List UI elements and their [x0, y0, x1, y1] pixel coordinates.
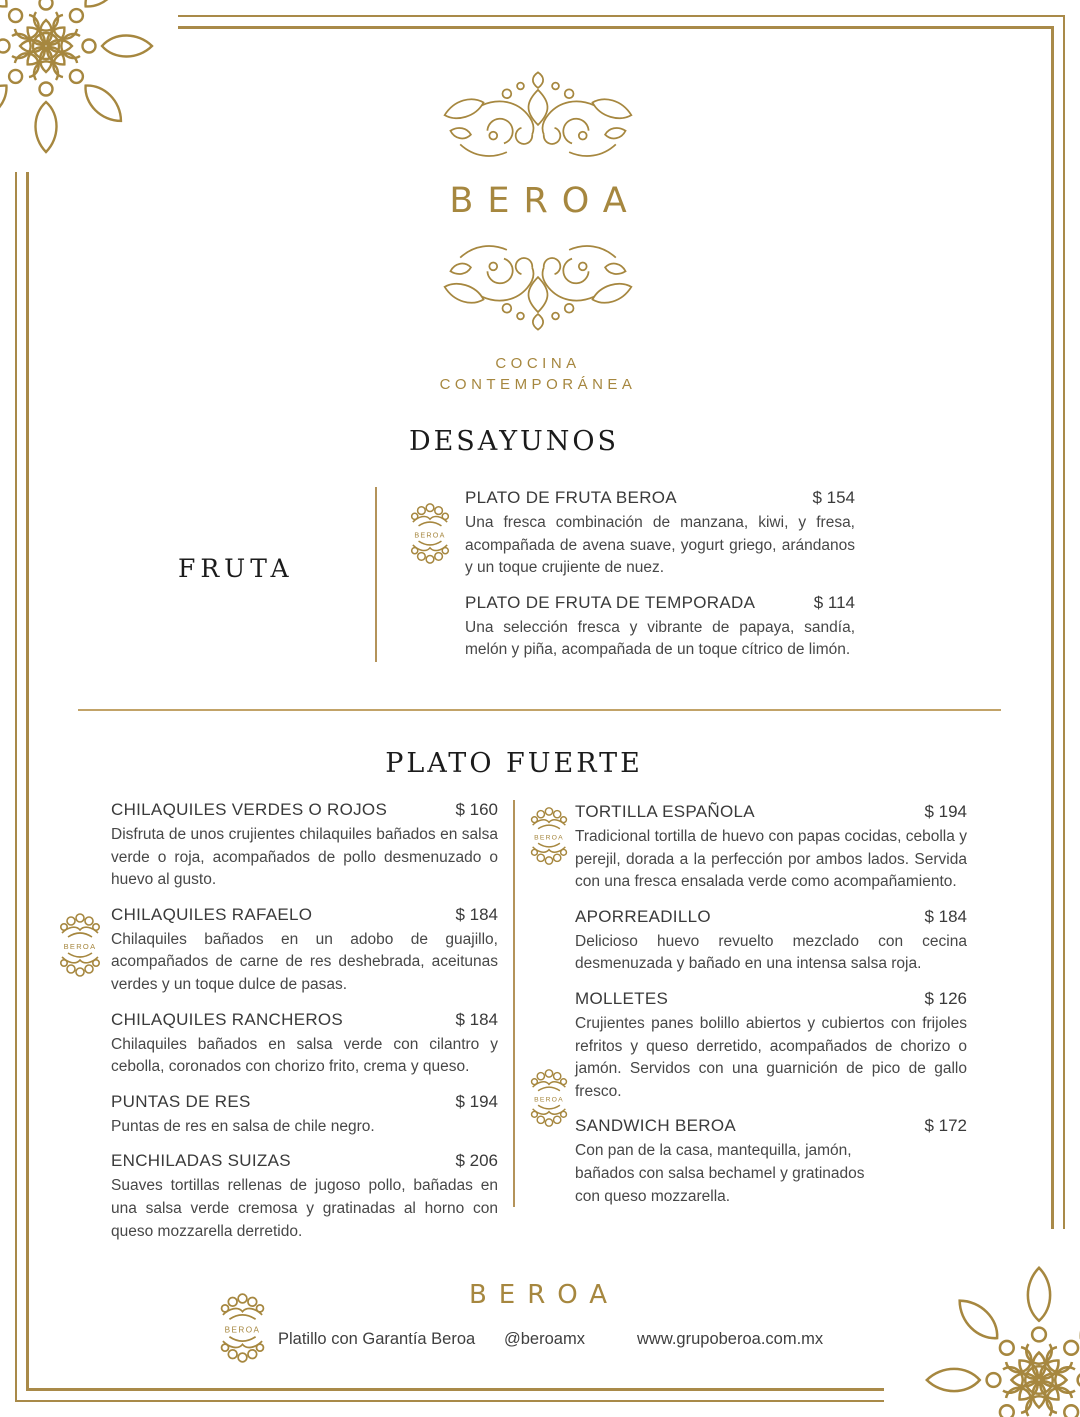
guarantee-text: Platillo con Garantía Beroa	[278, 1330, 476, 1348]
item-name: MOLLETES	[575, 988, 669, 1008]
item-name: TORTILLA ESPAÑOLA	[575, 802, 755, 821]
item-name: APORREADILLO	[575, 906, 711, 926]
menu-item	[575, 989, 967, 1103]
item-description: Suaves tortillas rellenas de jugoso pollo, bañadas en una salsa verde cremosa y gratinadas al horno con queso mozzarella derretido.	[111, 1177, 498, 1240]
badge-label: BEROA	[63, 942, 97, 951]
item-description: Tradicional tortilla de huevo con papas cocidas, cebolla y perejil, dorada a la perfección por ambos lados. Servida con una fresca ensalada verde como acompañamiento.	[575, 828, 967, 891]
item-price: $ 184	[455, 904, 498, 924]
item-description: Con pan de la casa, mantequilla, jamón, bañados con salsa bechamel y gratinados con queso mozzarella.	[575, 1142, 865, 1205]
plato-fuerte-right-column	[575, 802, 967, 1221]
item-name: CHILAQUILES RANCHEROS	[111, 1009, 344, 1029]
item-price: $ 194	[924, 802, 967, 821]
corner-ornament-icon	[0, 0, 166, 166]
item-description: Una fresca combinación de manzana, kiwi, y fresa, acompañada de avena suave, yogurt griego, arándanos y un toque crujiente de nuez.	[465, 514, 855, 577]
menu-item	[111, 1010, 498, 1079]
section-divider-line	[78, 709, 1001, 711]
item-name: PUNTAS DE RES	[111, 1091, 251, 1111]
item-price: $ 114	[813, 592, 855, 612]
item-price: $ 184	[455, 1009, 498, 1029]
plato-fuerte-left-column	[111, 800, 498, 1256]
menu-item	[465, 488, 855, 580]
footer-brand-wordmark: BEROA	[468, 1280, 620, 1310]
item-description: Chilaquiles bañados en salsa verde con cilantro y cebolla, coronados con chorizo frito, crema y queso.	[111, 1035, 498, 1076]
corner-ornament-icon	[912, 1253, 1080, 1417]
menu-item	[575, 802, 967, 894]
menu-item	[111, 905, 498, 997]
item-name: PLATO DE FRUTA BEROA	[465, 488, 677, 507]
item-description: Disfruta de unos crujientes chilaquiles bañados en salsa verde o roja, acompañados de pollo desmenuzado o huevo al gusto.	[111, 826, 498, 889]
item-name: CHILAQUILES VERDES O ROJOS	[111, 800, 388, 819]
website-url: www.grupoberoa.com.mx	[637, 1330, 824, 1348]
fruta-items-column	[465, 488, 855, 675]
tagline-line1: COCINA	[495, 355, 581, 372]
beroa-badge-icon	[527, 806, 571, 866]
item-description: Chilaquiles bañados en un adobo de guajillo, acompañados de carne de res deshebrada, aceitunas verdes y un toque dulce de pasas.	[111, 930, 498, 993]
item-description: Puntas de res en salsa de chile negro.	[111, 1117, 375, 1135]
item-price: $ 184	[924, 906, 967, 926]
item-description: Una selección fresca y vibrante de papaya, sandía, melón y piña, acompañada de un toque cítrico de limón.	[465, 618, 855, 659]
badge-label: BEROA	[534, 834, 564, 842]
section-heading-plato-fuerte: PLATO FUERTE	[385, 748, 643, 779]
item-price: $ 172	[924, 1116, 967, 1136]
item-price: $ 154	[812, 488, 855, 507]
tagline-line2: CONTEMPORÁNEA	[439, 376, 637, 393]
logo-flourish-bottom-icon	[431, 224, 645, 338]
item-description: Delicioso huevo revuelto mezclado con cecina desmenuzada y bañado en una intensa salsa roja.	[575, 932, 967, 973]
item-price: $ 194	[455, 1091, 498, 1111]
fruta-divider-line	[375, 487, 377, 662]
logo-flourish-top-icon	[431, 64, 645, 178]
menu-item	[575, 1116, 967, 1208]
brand-tagline	[440, 353, 637, 395]
item-price: $ 126	[924, 988, 967, 1008]
menu-item	[111, 1092, 498, 1139]
brand-wordmark: BEROA	[449, 181, 641, 221]
beroa-badge-icon	[407, 502, 453, 565]
section-heading-desayunos: DESAYUNOS	[408, 426, 620, 457]
menu-item	[111, 1151, 498, 1243]
item-name: ENCHILADAS SUIZAS	[111, 1151, 291, 1171]
menu-item	[465, 593, 855, 662]
group-label-fruta: FRUTA	[178, 554, 294, 583]
badge-label: BEROA	[224, 1325, 261, 1335]
item-name: SANDWICH BEROA	[575, 1116, 736, 1136]
menu-item	[111, 800, 498, 892]
beroa-badge-icon	[216, 1292, 269, 1364]
column-divider-line	[513, 800, 515, 1207]
item-name: PLATO DE FRUTA DE TEMPORADA	[465, 592, 756, 612]
item-price: $ 160	[455, 800, 498, 819]
beroa-badge-icon	[56, 912, 104, 978]
item-description: Crujientes panes bolillo abiertos y cubiertos con frijoles refritos y queso derretido, acompañados de chorizo o jamón. Servidos con una guarnición de pico de gallo fresco.	[575, 1014, 967, 1100]
item-price: $ 206	[455, 1151, 498, 1171]
menu-item	[575, 907, 967, 976]
beroa-badge-icon	[527, 1068, 571, 1128]
badge-label: BEROA	[414, 531, 446, 540]
brand-logo	[431, 64, 645, 395]
social-handle: @beroamx	[504, 1330, 585, 1348]
item-name: CHILAQUILES RAFAELO	[111, 904, 313, 924]
badge-label: BEROA	[534, 1096, 564, 1104]
